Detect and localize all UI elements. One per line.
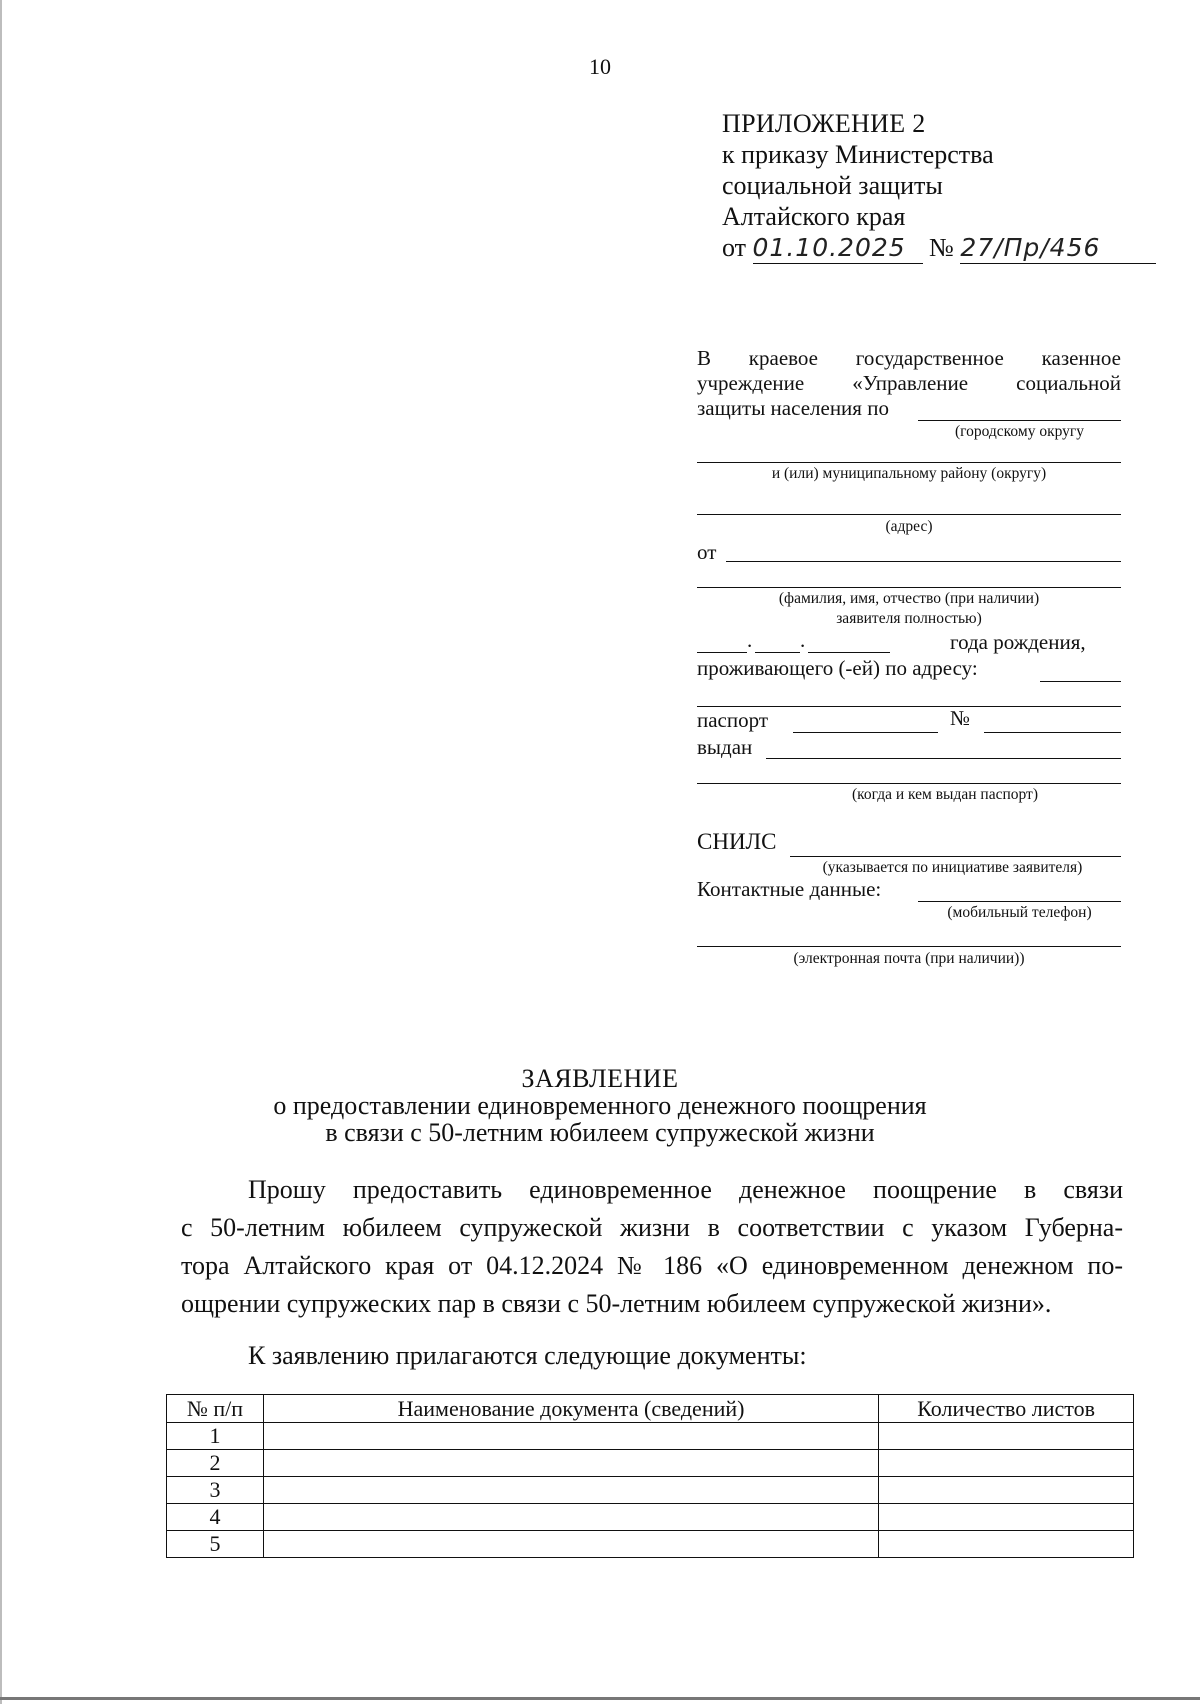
- issued-fill-line-2[interactable]: [697, 783, 1121, 784]
- from-label: от: [697, 540, 717, 564]
- passport-label: паспорт: [697, 708, 769, 732]
- appendix-line-1: к приказу Министерства: [722, 140, 994, 169]
- appendix-block: [722, 108, 1156, 264]
- docs-intro: К заявлению прилагаются следующие документы:: [248, 1341, 807, 1370]
- snils-label: СНИЛС: [697, 829, 777, 854]
- residing-fill-line-2[interactable]: [697, 706, 1121, 707]
- issued-fill-line[interactable]: [766, 758, 1121, 759]
- body-line-2: с 50-летним юбилеем супружеской жизни в соответствии с указом Губерна-: [181, 1213, 1123, 1242]
- hint-fio-1: (фамилия, имя, отчество (при наличии): [778, 590, 1040, 607]
- row-number: 1: [167, 1423, 264, 1450]
- email-fill-line[interactable]: [697, 946, 1121, 947]
- hint-address: (адрес): [885, 518, 933, 535]
- table-row: [167, 1423, 1134, 1450]
- row-number: 4: [167, 1504, 264, 1531]
- passport-series-line[interactable]: [793, 732, 938, 733]
- sheet-count-cell[interactable]: [879, 1450, 1134, 1477]
- row-number: 2: [167, 1450, 264, 1477]
- residing-fill-line[interactable]: [1040, 681, 1121, 682]
- statement-title: ЗАЯВЛЕНИЕ: [521, 1064, 679, 1093]
- appendix-line-2: социальной защиты: [722, 171, 943, 200]
- hint-snils: (указывается по инициативе заявителя): [822, 859, 1083, 876]
- document-name-cell[interactable]: [263, 1423, 878, 1450]
- appendix-date-line: [722, 232, 1156, 264]
- address-fill-line[interactable]: [697, 514, 1121, 515]
- passport-number-line[interactable]: [984, 732, 1121, 733]
- table-row: [167, 1504, 1134, 1531]
- birth-year-line[interactable]: [808, 652, 890, 653]
- body-line-1: Прошу предоставить единовременное денежное поощрение в связи: [248, 1175, 1123, 1204]
- document-name-cell[interactable]: [263, 1531, 878, 1558]
- body-line-3: тора Алтайского края от 04.12.2024 № 186 «О единовременном денежном по-: [181, 1251, 1123, 1280]
- appendix-title: ПРИЛОЖЕНИЕ 2: [722, 109, 926, 138]
- addressee-line-2: учреждение «Управление социальной: [697, 371, 1121, 395]
- statement-body: [181, 1171, 1123, 1323]
- birth-dot-1: .: [747, 628, 753, 652]
- order-number-field: [960, 232, 1156, 264]
- statement-heading: [0, 1065, 1200, 1146]
- residing-label: проживающего (-ей) по адресу:: [697, 656, 978, 680]
- appendix-line-3: Алтайского края: [722, 202, 906, 231]
- table-row: [167, 1450, 1134, 1477]
- document-name-cell[interactable]: [263, 1450, 878, 1477]
- hint-passport: (когда и кем выдан паспорт): [851, 786, 1038, 803]
- header-document-name: Наименование документа (сведений): [263, 1395, 878, 1423]
- scan-bottom-edge: [0, 1697, 1200, 1700]
- page-number: 10: [589, 54, 611, 79]
- birth-suffix: года рождения,: [950, 630, 1086, 654]
- sheet-count-cell[interactable]: [879, 1423, 1134, 1450]
- hint-phone: (мобильный телефон): [947, 904, 1092, 921]
- order-date-field: [753, 232, 923, 264]
- document-name-cell[interactable]: [263, 1504, 878, 1531]
- addressee-line-3: защиты населения по: [697, 396, 889, 420]
- document-name-cell[interactable]: [263, 1477, 878, 1504]
- birth-day-line[interactable]: [697, 652, 747, 653]
- district-fill-line[interactable]: [918, 420, 1121, 421]
- contacts-label: Контактные данные:: [697, 877, 882, 901]
- hint-email: (электронная почта (при наличии)): [793, 950, 1025, 967]
- issued-label: выдан: [697, 735, 753, 759]
- hint-municipal: и (или) муниципальному району (округу): [771, 465, 1047, 482]
- municipal-fill-line[interactable]: [697, 462, 1121, 463]
- hint-district: (городскому округу: [954, 423, 1085, 440]
- header-sheet-count: Количество листов: [879, 1395, 1134, 1423]
- statement-subtitle-2: в связи с 50-летним юбилеем супружеской жизни: [325, 1118, 875, 1147]
- hint-fio-2: заявителя полностью): [836, 610, 982, 627]
- sheet-count-cell[interactable]: [879, 1531, 1134, 1558]
- order-number-handwritten: 27/Пр/456: [960, 233, 1101, 262]
- scan-left-edge: [0, 0, 2, 1704]
- snils-fill-line[interactable]: [790, 856, 1121, 857]
- addressee-line-1: В краевое государственное казенное: [697, 346, 1121, 370]
- sheet-count-cell[interactable]: [879, 1504, 1134, 1531]
- row-number: 3: [167, 1477, 264, 1504]
- header-number: № п/п: [167, 1395, 264, 1423]
- body-line-4: ощрении супружеских пар в связи с 50-летним юбилеем супружеской жизни».: [181, 1289, 1052, 1318]
- fio-fill-line[interactable]: [697, 587, 1121, 588]
- table-row: [167, 1477, 1134, 1504]
- date-prefix: от: [722, 233, 747, 262]
- passport-number-sign: №: [950, 706, 971, 730]
- phone-fill-line[interactable]: [918, 901, 1121, 902]
- addressee-block: [697, 346, 1121, 421]
- number-prefix: №: [929, 233, 954, 262]
- row-number: 5: [167, 1531, 264, 1558]
- birth-dot-2: .: [800, 628, 806, 652]
- from-fill-line[interactable]: [726, 561, 1121, 562]
- sheet-count-cell[interactable]: [879, 1477, 1134, 1504]
- table-row: [167, 1531, 1134, 1558]
- statement-subtitle-1: о предоставлении единовременного денежного поощрения: [273, 1091, 927, 1120]
- documents-table: [166, 1394, 1134, 1558]
- table-header-row: [167, 1395, 1134, 1423]
- order-date-handwritten: 01.10.2025: [752, 233, 906, 262]
- birth-month-line[interactable]: [755, 652, 800, 653]
